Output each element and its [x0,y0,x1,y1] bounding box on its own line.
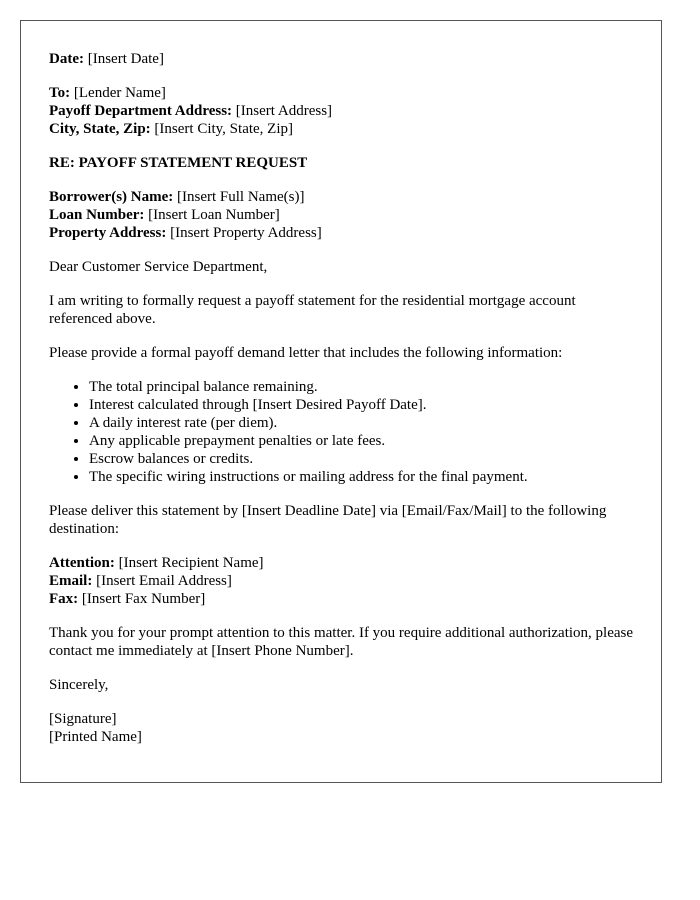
list-item: • The specific wiring instructions or mailing address for the final payment. [89,468,633,486]
list-item: • Escrow balances or credits. [89,450,633,468]
intro-paragraph: I am writing to formally request a payoff statement for the residential mortgage account referenced above. [49,293,576,327]
signoff: Sincerely, [49,677,109,693]
list-item: • The total principal balance remaining. [89,378,633,396]
salutation: Dear Customer Service Department, [49,259,268,275]
request-intro: Please provide a formal payoff demand letter that includes the following information: [49,345,563,361]
list-item: • Interest calculated through [Insert Desired Payoff Date]. [89,396,633,414]
printed-name: [Printed Name] [49,729,142,745]
closing-paragraph: Thank you for your prompt attention to this matter. If you require additional authorization, please contact me immediately at [Insert Phone Number]. [49,625,634,659]
delivery-paragraph: Please deliver this statement by [Insert Deadline Date] via [Email/Fax/Mail] to the following destination: [49,503,607,537]
recipient-block: To: [Lender Name] Payoff Department Address: [Insert Address] City, State, Zip: [Insert City, State, Zip] [49,85,333,137]
destination-block: Attention: [Insert Recipient Name] Email: [Insert Email Address] Fax: [Insert Fax Number] [49,555,264,607]
requested-items-list [49,378,633,486]
list-item: • Any applicable prepayment penalties or late fees. [89,432,633,450]
loan-details: Borrower(s) Name: [Insert Full Name(s)] Loan Number: [Insert Loan Number] Property Address: [Insert Property Address] [49,189,322,241]
date-line: Date: [Insert Date] [49,51,164,67]
letter [20,20,662,783]
list-item: • A daily interest rate (per diem). [89,414,633,432]
signature: [Signature] [49,711,117,727]
signature-block [49,710,633,746]
subject-line: RE: PAYOFF STATEMENT REQUEST [49,155,308,171]
